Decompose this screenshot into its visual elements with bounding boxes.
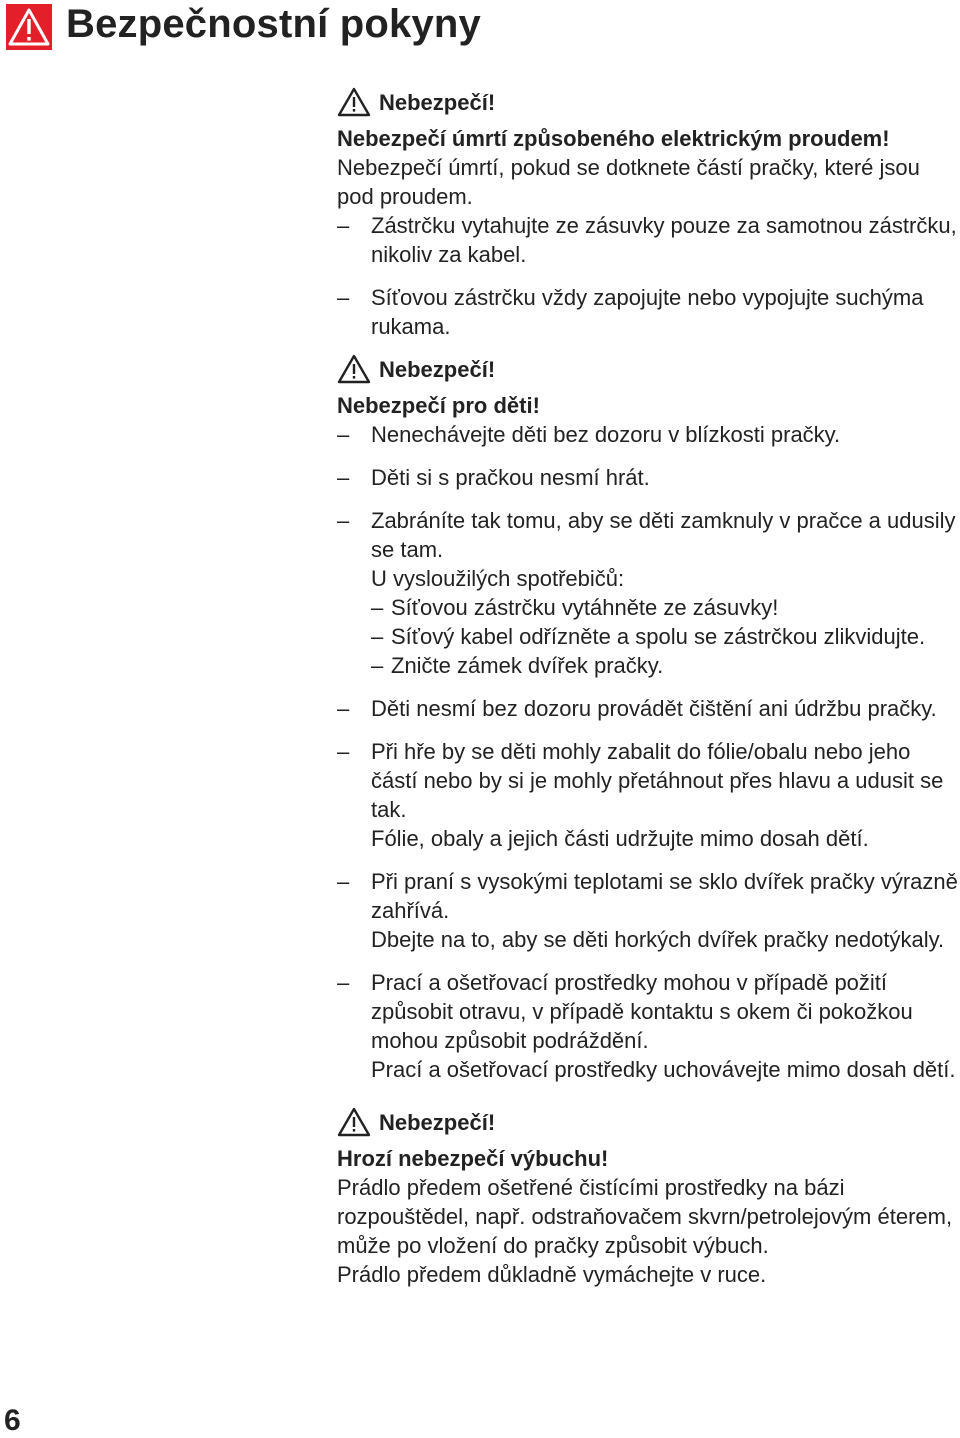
danger-intro: Nebezpečí úmrtí, pokud se dotknete částí pračky, které jsou pod proudem. <box>337 155 920 209</box>
danger-text: Prádlo předem ošetřené čistícími prostředky na bázi rozpouštědel, např. odstraňovačem skvrn/petrolejovým éterem, může po vložení do pračky způsobit výbuch. <box>337 1175 953 1258</box>
warning-icon <box>337 1107 371 1137</box>
page-number: 6 <box>4 1404 21 1437</box>
list-item-text: – Zabráníte tak tomu, aby se děti zamknuly v pračce a udusily se tam. <box>371 508 956 562</box>
list-item: – Zástrčku vytahujte ze zásuvky pouze za samotnou zástrčku, nikoliv za kabel. <box>337 211 960 269</box>
safety-content <box>337 86 960 1289</box>
list-item <box>337 737 960 853</box>
list-item: – Děti nesmí bez dozoru provádět čištění ani údržbu pračky. <box>337 694 960 723</box>
danger-label: Nebezpečí! <box>379 1109 496 1135</box>
danger-label: Nebezpečí! <box>379 356 496 382</box>
list-item <box>337 867 960 954</box>
warning-icon <box>6 4 52 50</box>
list-item: – Síťovou zástrčku vždy zapojujte nebo vypojujte suchýma rukama. <box>337 283 960 341</box>
sub-list-item: – Síťový kabel odřízněte a spolu se zástrčkou zlikvidujte. <box>371 622 960 651</box>
warning-icon <box>337 354 371 384</box>
danger-label: Nebezpečí! <box>379 89 496 115</box>
list-item-note: Prací a ošetřovací prostředky uchovávejte mimo dosah dětí. <box>371 1057 956 1082</box>
danger-title: Hrozí nebezpečí výbuchu! <box>337 1146 609 1171</box>
list-item: – Nenechávejte děti bez dozoru v blízkosti pračky. <box>337 420 960 449</box>
sub-list-item: – Zničte zámek dvířek pračky. <box>371 651 960 680</box>
sub-list-item: – Síťovou zástrčku vytáhněte ze zásuvky! <box>371 593 960 622</box>
list-item: – Děti si s pračkou nesmí hrát. <box>337 463 960 492</box>
list-item-text: – Při praní s vysokými teplotami se sklo dvířek pračky výrazně zahřívá. <box>371 869 958 923</box>
warning-icon <box>337 87 371 117</box>
list-item-note: Fólie, obaly a jejich části udržujte mimo dosah dětí. <box>371 826 869 851</box>
list-item-text: – Při hře by se děti mohly zabalit do fólie/obalu nebo jeho částí nebo by si je mohly přetáhnout přes hlavu a udusit se tak. <box>371 739 944 822</box>
list-item <box>337 506 960 680</box>
danger-heading <box>337 1106 960 1138</box>
danger-title: Nebezpečí pro děti! <box>337 393 540 418</box>
page-title: Bezpečnostní pokyny <box>66 2 481 46</box>
list-item-note: Dbejte na to, aby se děti horkých dvířek pračky nedotýkaly. <box>371 927 945 952</box>
danger-text: Prádlo předem důkladně vymáchejte v ruce. <box>337 1262 767 1287</box>
danger-heading <box>337 353 960 385</box>
list-item-note: U vysloužilých spotřebičů: <box>371 566 625 591</box>
list-item-text: – Prací a ošetřovací prostředky mohou v případě požití způsobit otravu, v případě kontaktu s okem či pokožkou mohou způsobit podráždění. <box>371 970 913 1053</box>
danger-title: Nebezpečí úmrtí způsobeného elektrickým proudem! <box>337 126 890 151</box>
danger-heading <box>337 86 960 118</box>
list-item <box>337 968 960 1084</box>
